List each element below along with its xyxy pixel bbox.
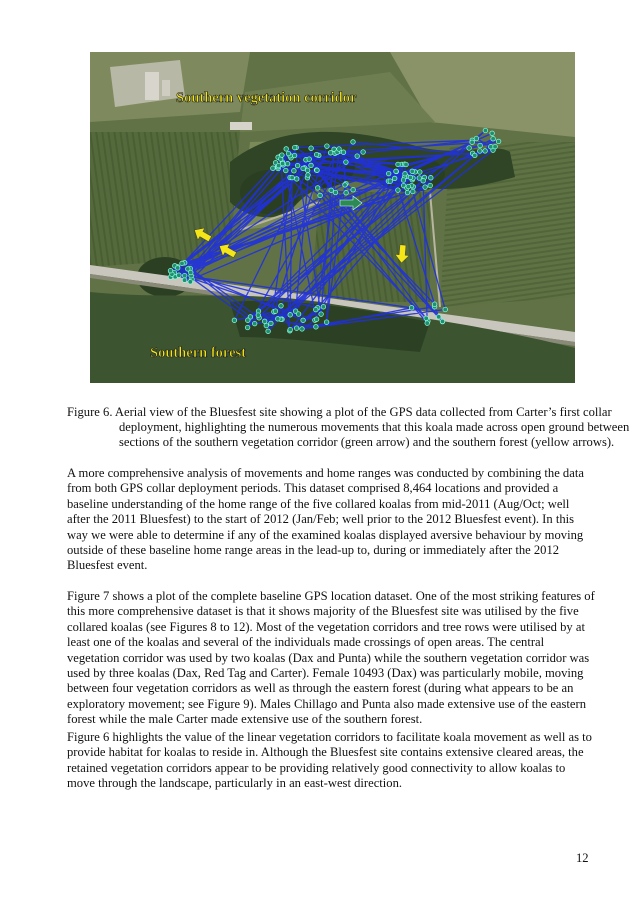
gps-fix-point <box>314 317 319 322</box>
gps-fix-point <box>296 312 301 317</box>
gps-fix-point <box>493 144 498 149</box>
gps-fix-point <box>292 145 297 150</box>
paragraph: Figure 7 shows a plot of the complete baseline GPS location dataset. One of the most striking features of this more comprehensive dataset is that it shows majority of the Bluesfest site was utilised by the five collared koalas (see Figures 8 to 12). Most of the vegetation corridors and tree rows were utilised by at least one of the koalas and several of the individuals made crossings of open areas. The central vegetation corridor was used by two koalas (Dax and Punta) while the southern vegetation corridor was used by three koalas (Dax, Red Tag and Carter). Female 10493 (Dax) was particularly mobile, moving between four vegetation corridors as well as through the eastern forest (during what appears to be an exploratory movement; see Figure 9). Males Chillago and Punta also made extensive use of the eastern forest while the male Carter made extensive use of the southern forest. <box>67 589 595 727</box>
gps-fix-point <box>483 149 488 154</box>
paragraph: Figure 6 highlights the value of the linear vegetation corridors to facilitate koala movement as well as to provide habitat for koalas to reside in. Although the Bluesfest site contains extensive cleared areas, the retained vegetation corridors appear to be providing relatively good connectivity to allow koalas to move through the landscape, particularly in an east-west direction. <box>67 730 592 791</box>
gps-fix-point <box>440 319 445 324</box>
gps-fix-point <box>315 186 320 191</box>
gps-fix-point <box>256 313 261 318</box>
gps-fix-point <box>337 147 342 152</box>
gps-fix-point <box>177 273 182 278</box>
gps-fix-point <box>285 161 290 166</box>
gps-fix-point <box>286 151 291 156</box>
forest-label: Southern forest <box>150 345 246 361</box>
gps-fix-point <box>436 315 441 320</box>
gps-fix-point <box>474 136 479 141</box>
gps-fix-point <box>329 188 334 193</box>
gps-fix-point <box>421 178 426 183</box>
gps-fix-point <box>295 163 300 168</box>
gps-fix-point <box>180 261 185 266</box>
gps-fix-point <box>264 323 269 328</box>
gps-fix-point <box>425 321 430 326</box>
gps-fix-point <box>284 168 289 173</box>
gps-fix-point <box>292 168 297 173</box>
gps-fix-point <box>396 162 401 167</box>
gps-fix-point <box>401 178 406 183</box>
gps-fix-point <box>467 146 472 151</box>
gps-fix-point <box>386 171 391 176</box>
gps-fix-point <box>182 278 187 283</box>
gps-fix-point <box>325 144 330 149</box>
gps-fix-point <box>314 325 319 330</box>
gps-fix-point <box>306 173 311 178</box>
gps-fix-point <box>269 321 274 326</box>
gps-fix-point <box>341 150 346 155</box>
gps-fix-point <box>252 321 257 326</box>
gps-fix-point <box>328 151 333 156</box>
gps-fix-point <box>305 168 310 173</box>
farm-building <box>162 80 170 96</box>
gps-fix-point <box>284 147 289 152</box>
figure-caption: Figure 6. Aerial view of the Bluesfest site showing a plot of the GPS data collected from Carter’s first collar deployment, highlighting the numerous movements that this koala made across open ground between sections of the southern vegetation corridor (green arrow) and the southern forest (yellow arrows). <box>67 404 630 449</box>
gps-fix-point <box>175 266 180 271</box>
gps-fix-point <box>188 280 193 285</box>
gps-fix-point <box>321 305 326 310</box>
gps-fix-point <box>276 163 281 168</box>
gps-fix-point <box>428 183 433 188</box>
gps-fix-point <box>418 170 423 175</box>
gps-fix-point <box>168 268 173 273</box>
gps-fix-point <box>490 131 495 136</box>
gps-fix-point <box>245 325 250 330</box>
gps-fix-point <box>351 140 356 145</box>
gps-fix-point <box>351 187 356 192</box>
aerial-figure <box>90 52 575 383</box>
gps-fix-point <box>423 185 428 190</box>
gps-fix-point <box>266 329 271 334</box>
gps-fix-point <box>314 152 319 157</box>
gps-fix-point <box>343 183 348 188</box>
gps-fix-point <box>314 307 319 312</box>
gps-fix-point <box>294 177 299 182</box>
gps-fix-point <box>344 190 349 195</box>
gps-fix-point <box>344 160 349 165</box>
gps-fix-point <box>483 128 488 133</box>
gps-fix-point <box>271 166 276 171</box>
gps-fix-point <box>301 166 306 171</box>
gps-fix-point <box>309 146 314 151</box>
gps-fix-point <box>262 319 267 324</box>
gps-fix-point <box>429 175 434 180</box>
gps-fix-point <box>491 136 496 141</box>
gps-fix-point <box>388 179 393 184</box>
gps-fix-point <box>280 153 285 158</box>
gps-fix-point <box>410 169 415 174</box>
page-number: 12 <box>576 851 589 865</box>
gps-fix-point <box>392 176 397 181</box>
gps-fix-point <box>478 149 483 154</box>
gps-fix-point <box>432 302 437 307</box>
gps-fix-point <box>273 309 278 314</box>
gps-fix-point <box>279 304 284 309</box>
gps-fix-point <box>319 312 324 317</box>
gps-fix-point <box>405 190 410 195</box>
gps-fix-point <box>309 163 314 168</box>
farm-building <box>230 122 252 130</box>
gps-fix-point <box>182 273 187 278</box>
farm-building <box>145 72 159 100</box>
gps-fix-point <box>443 307 448 312</box>
gps-fix-point <box>489 144 494 149</box>
gps-fix-point <box>473 153 478 158</box>
gps-fix-point <box>478 143 483 148</box>
gps-fix-point <box>403 171 408 176</box>
gps-fix-point <box>408 175 413 180</box>
gps-fix-point <box>246 318 251 323</box>
gps-fix-point <box>361 150 366 155</box>
gps-fix-point <box>355 154 360 159</box>
gps-fix-point <box>318 193 323 198</box>
gps-fix-point <box>396 188 401 193</box>
gps-fix-point <box>276 317 281 322</box>
gps-fix-point <box>333 190 338 195</box>
gps-fix-point <box>496 139 501 144</box>
gps-fix-point <box>232 318 237 323</box>
gps-fix-point <box>301 318 306 323</box>
gps-fix-point <box>288 327 293 332</box>
paragraph: A more comprehensive analysis of movements and home ranges was conducted by combining the data from both GPS collar deployment periods. This dataset comprised 8,464 locations and provided a baseline understanding of the home range of the five collared koalas from mid-2011 (Aug/Oct; well after the 2011 Bluesfest) to the start of 2012 (Jan/Feb; well prior to the 2012 Bluesfest event). In this way we were able to determine if any of the examined koalas displayed aversive behaviour by moving outside of these baseline home range areas in the lead-up to, during or immediately after the 2012 Bluesfest event. <box>67 466 584 573</box>
gps-fix-point <box>307 157 312 162</box>
gps-fix-point <box>315 168 320 173</box>
gps-fix-point <box>292 153 297 158</box>
gps-fix-point <box>294 326 299 331</box>
gps-fix-point <box>424 316 429 321</box>
aerial-map <box>90 52 575 383</box>
gps-fix-point <box>300 327 305 332</box>
gps-fix-point <box>288 313 293 318</box>
gps-fix-point <box>404 162 409 167</box>
gps-fix-point <box>409 306 414 311</box>
gps-fix-point <box>189 270 194 275</box>
corridor-label: Southern vegetation corridor <box>176 90 357 106</box>
gps-fix-point <box>470 140 475 145</box>
gps-fix-point <box>324 320 329 325</box>
gps-fix-point <box>290 175 295 180</box>
gps-fix-point <box>394 169 399 174</box>
gps-fix-point <box>411 189 416 194</box>
gps-fix-point <box>406 184 411 189</box>
